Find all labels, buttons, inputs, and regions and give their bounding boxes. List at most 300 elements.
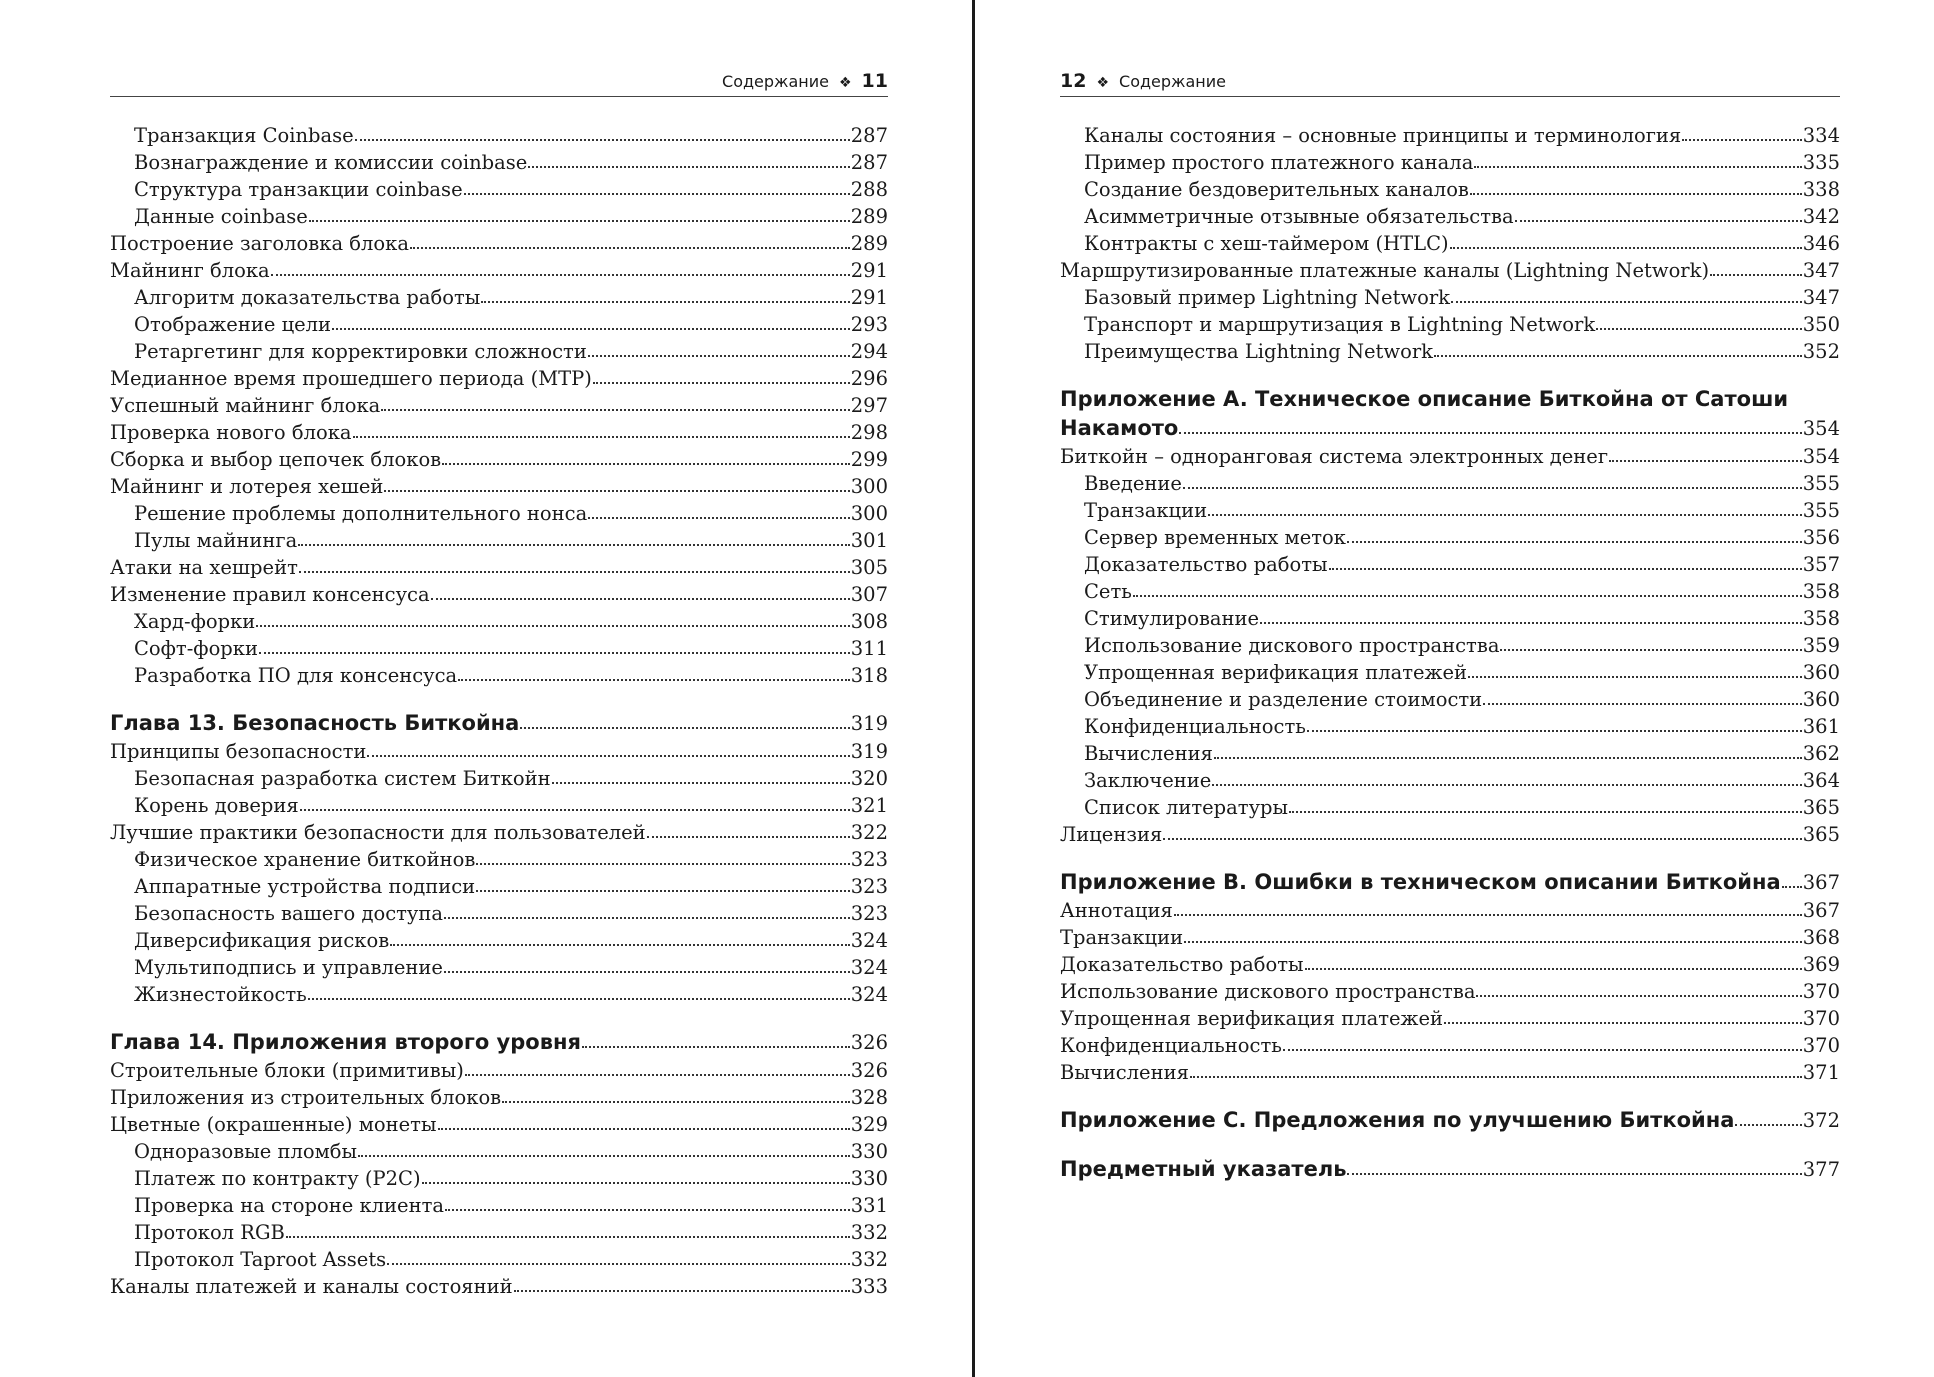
toc-entry-title: Транзакции [1084, 499, 1208, 522]
toc-entry-title: Лицензия [1060, 823, 1163, 846]
dot-leader [1682, 139, 1802, 141]
toc-entry-page: 352 [1802, 340, 1840, 363]
toc-entry-title: Диверсификация рисков [134, 929, 390, 952]
toc-entry-page: 287 [850, 124, 888, 147]
toc-entry-page: 323 [850, 875, 888, 898]
right-page-header [1060, 70, 1840, 97]
dot-leader [1163, 838, 1801, 840]
dot-leader [1347, 541, 1802, 543]
dot-leader [1483, 703, 1802, 705]
toc-entry-title: Упрощенная верификация платежей [1060, 1007, 1444, 1030]
dot-leader [308, 998, 850, 1000]
dot-leader [298, 544, 850, 546]
dot-leader [1329, 568, 1802, 570]
toc-entry-page: 321 [850, 794, 888, 817]
toc-entry[interactable] [110, 230, 888, 257]
toc-entry-page: 311 [850, 637, 888, 660]
toc-entry-page: 338 [1802, 178, 1840, 201]
dot-leader [1212, 784, 1801, 786]
header-section-title: Содержание [1119, 72, 1226, 91]
toc-entry[interactable] [1060, 176, 1840, 203]
dot-leader [259, 652, 850, 654]
toc-entry[interactable] [110, 473, 888, 500]
toc-entry[interactable] [1060, 794, 1840, 821]
toc-entry-page: 330 [850, 1167, 888, 1190]
toc-entry-title: Изменение правил консенсуса [110, 583, 430, 606]
toc-entry[interactable] [110, 1138, 888, 1165]
dot-leader [1444, 1022, 1802, 1024]
toc-entry-title: Стимулирование [1084, 607, 1260, 630]
toc-entry-page: 358 [1802, 580, 1840, 603]
toc-entry[interactable] [1060, 605, 1840, 632]
dot-leader [410, 247, 850, 249]
toc-entry-title: Вычисления [1084, 742, 1213, 765]
toc-entry[interactable] [1060, 740, 1840, 767]
dot-leader [300, 809, 850, 811]
toc-entry-title: Приложения из строительных блоков [110, 1086, 502, 1109]
toc-entry[interactable] [110, 149, 888, 176]
dot-leader [381, 409, 849, 411]
page-number: 12 [1060, 70, 1087, 92]
toc-entry[interactable] [110, 873, 888, 900]
toc-entry[interactable] [110, 203, 888, 230]
toc-entry-page: 359 [1802, 634, 1840, 657]
toc-entry-page: 360 [1802, 661, 1840, 684]
toc-entry[interactable] [1060, 497, 1840, 524]
toc-entry-title: Каналы платежей и каналы состояний [110, 1275, 513, 1298]
toc-entry-title: Доказательство работы [1060, 953, 1304, 976]
dot-leader [1468, 676, 1802, 678]
toc-entry[interactable] [1060, 414, 1840, 443]
toc-entry-page: 354 [1802, 445, 1840, 468]
toc-entry[interactable] [110, 176, 888, 203]
toc-entry-page: 288 [850, 178, 888, 201]
toc-entry-title: Конфиденциальность [1060, 1034, 1282, 1057]
dot-leader [1451, 301, 1802, 303]
toc-entry-title: Аппаратные устройства подписи [134, 875, 476, 898]
dot-leader [1174, 914, 1802, 916]
dot-leader [582, 1046, 850, 1048]
toc-entry[interactable] [110, 846, 888, 873]
toc-entry[interactable] [110, 338, 888, 365]
dot-leader [1434, 355, 1802, 357]
ornament-icon: ❖ [838, 75, 852, 91]
toc-entry[interactable] [1060, 311, 1840, 338]
toc-entry-title: Платеж по контракту (P2C) [134, 1167, 421, 1190]
toc-entry[interactable] [110, 608, 888, 635]
toc-entry[interactable] [110, 738, 888, 765]
dot-leader [353, 436, 850, 438]
dot-leader [593, 382, 850, 384]
dot-leader [1710, 274, 1802, 276]
toc-entry-title: Асимметричные отзывные обязательства [1084, 205, 1514, 228]
toc-entry[interactable] [110, 1192, 888, 1219]
toc-entry-title: Глава 13. Безопасность Биткойна [110, 711, 520, 735]
toc-entry[interactable] [1060, 659, 1840, 686]
toc-chapter-entry[interactable] [1060, 1154, 1840, 1184]
dot-leader [445, 1209, 850, 1211]
dot-leader [1179, 432, 1801, 434]
toc-chapter-entry[interactable] [1060, 867, 1840, 897]
toc-entry[interactable] [110, 1165, 888, 1192]
toc-entry[interactable] [1060, 284, 1840, 311]
toc-entry-title: Приложение C. Предложения по улучшению Биткойна [1060, 1108, 1735, 1132]
toc-entry[interactable] [1060, 551, 1840, 578]
toc-entry-title: Сборка и выбор цепочек блоков [110, 448, 442, 471]
toc-entry[interactable] [1060, 470, 1840, 497]
toc-entry-title: Преимущества Lightning Network [1084, 340, 1433, 363]
toc-entry-page: 361 [1802, 715, 1840, 738]
dot-leader [431, 598, 850, 600]
toc-entry[interactable] [1060, 1059, 1840, 1086]
toc-entry-page: 322 [850, 821, 888, 844]
toc-entry[interactable] [110, 900, 888, 927]
toc-entry-page: 326 [850, 1059, 888, 1082]
toc-entry[interactable] [1060, 767, 1840, 794]
table-of-contents-right [1060, 122, 1840, 1184]
toc-entry-title: Объединение и разделение стоимости [1084, 688, 1483, 711]
dot-leader [1470, 193, 1802, 195]
toc-entry-title: Софт-форки [134, 637, 258, 660]
toc-entry[interactable] [110, 765, 888, 792]
toc-entry-page: 301 [850, 529, 888, 552]
dot-leader [1515, 220, 1802, 222]
left-page-header [110, 70, 888, 97]
toc-entry-title: Вознаграждение и комиссии coinbase [134, 151, 528, 174]
toc-entry-page: 346 [1802, 232, 1840, 255]
dot-leader [465, 1074, 850, 1076]
dot-leader [1735, 1124, 1801, 1126]
toc-entry-title: Аннотация [1060, 899, 1173, 922]
toc-entry-title: Пример простого платежного канала [1084, 151, 1474, 174]
dot-leader [458, 679, 850, 681]
dot-leader [422, 1182, 850, 1184]
toc-entry[interactable] [110, 662, 888, 689]
dot-leader [444, 971, 850, 973]
toc-entry-title: Безопасность вашего доступа [134, 902, 444, 925]
toc-entry-page: 307 [850, 583, 888, 606]
dot-leader [286, 1236, 850, 1238]
toc-entry-title: Протокол Taproot Assets [134, 1248, 387, 1271]
toc-entry-title: Успешный майнинг блока [110, 394, 381, 417]
toc-entry-page: 342 [1802, 205, 1840, 228]
dot-leader [367, 755, 849, 757]
toc-entry[interactable] [110, 1246, 888, 1273]
toc-entry[interactable] [1060, 338, 1840, 365]
toc-entry-page: 355 [1802, 472, 1840, 495]
toc-entry-title: Базовый пример Lightning Network [1084, 286, 1450, 309]
toc-entry[interactable] [1060, 821, 1840, 848]
toc-entry[interactable] [1060, 149, 1840, 176]
dot-leader [1476, 995, 1801, 997]
toc-entry[interactable] [110, 284, 888, 311]
dot-leader [1474, 166, 1801, 168]
toc-entry-title: Отображение цели [134, 313, 332, 336]
toc-entry-page: 289 [850, 205, 888, 228]
toc-entry-page: 333 [850, 1275, 888, 1298]
dot-leader [1596, 328, 1802, 330]
toc-entry-title: Контракты с хеш-таймером (HTLC) [1084, 232, 1449, 255]
toc-entry-page: 372 [1802, 1109, 1840, 1132]
dot-leader [299, 571, 850, 573]
toc-entry-page: 323 [850, 902, 888, 925]
toc-entry[interactable] [110, 257, 888, 284]
toc-entry-page: 368 [1802, 926, 1840, 949]
toc-entry[interactable] [110, 581, 888, 608]
toc-entry[interactable] [1060, 713, 1840, 740]
toc-entry-title: Доказательство работы [1084, 553, 1328, 576]
toc-entry-page: 332 [850, 1221, 888, 1244]
toc-entry-page: 323 [850, 848, 888, 871]
toc-entry-title: Маршрутизированные платежные каналы (Lightning Network) [1060, 259, 1710, 282]
dot-leader [1208, 514, 1802, 516]
toc-entry-page: 354 [1802, 417, 1840, 440]
toc-entry-title: Упрощенная верификация платежей [1084, 661, 1468, 684]
toc-entry-title: Данные coinbase [134, 205, 308, 228]
dot-leader [1283, 1049, 1802, 1051]
dot-leader [588, 355, 850, 357]
toc-entry-page: 332 [850, 1248, 888, 1271]
toc-entry[interactable] [110, 1273, 888, 1300]
toc-entry-title: Принципы безопасности [110, 740, 367, 763]
toc-entry-page: 370 [1802, 980, 1840, 1003]
toc-entry-title: Безопасная разработка систем Биткойн [134, 767, 551, 790]
dot-leader [588, 517, 850, 519]
toc-entry-page: 300 [850, 502, 888, 525]
ornament-icon: ❖ [1096, 75, 1110, 91]
toc-entry-title: Майнинг блока [110, 259, 270, 282]
toc-entry-page: 331 [850, 1194, 888, 1217]
toc-entry-page: 289 [850, 232, 888, 255]
left-page [110, 0, 888, 1377]
dot-leader [1500, 649, 1801, 651]
dot-leader [1214, 757, 1802, 759]
toc-entry[interactable] [1060, 978, 1840, 1005]
dot-leader [647, 836, 850, 838]
toc-entry-page: 329 [850, 1113, 888, 1136]
toc-entry-title: Построение заголовка блока [110, 232, 409, 255]
toc-chapter-entry[interactable] [1060, 1105, 1840, 1135]
dot-leader [502, 1101, 850, 1103]
toc-chapter-entry[interactable] [1060, 384, 1840, 443]
toc-entry-title: Корень доверия [134, 794, 299, 817]
toc-entry[interactable] [110, 1084, 888, 1111]
toc-entry-page: 297 [850, 394, 888, 417]
toc-entry[interactable] [1060, 1005, 1840, 1032]
dot-leader [1133, 595, 1802, 597]
toc-entry[interactable] [1060, 578, 1840, 605]
toc-entry-page: 355 [1802, 499, 1840, 522]
toc-entry[interactable] [110, 500, 888, 527]
toc-entry[interactable] [110, 311, 888, 338]
toc-entry-page: 294 [850, 340, 888, 363]
toc-entry-page: 296 [850, 367, 888, 390]
dot-leader [358, 1155, 850, 1157]
dot-leader [528, 166, 849, 168]
toc-entry-page: 357 [1802, 553, 1840, 576]
dot-leader [481, 301, 849, 303]
toc-entry-title: Майнинг и лотерея хешей [110, 475, 384, 498]
toc-entry[interactable] [1060, 443, 1840, 470]
toc-entry[interactable] [1060, 524, 1840, 551]
toc-entry-page: 324 [850, 929, 888, 952]
toc-entry-title: Каналы состояния – основные принципы и терминология [1084, 124, 1682, 147]
toc-entry-title: Глава 14. Приложения второго уровня [110, 1030, 581, 1054]
header-section-title: Содержание [722, 72, 829, 91]
toc-entry-title: Одноразовые пломбы [134, 1140, 358, 1163]
toc-entry-page: 371 [1802, 1061, 1840, 1084]
dot-leader [271, 274, 850, 276]
dot-leader [309, 220, 850, 222]
dot-leader [1305, 968, 1802, 970]
dot-leader [390, 944, 850, 946]
dot-leader [387, 1263, 850, 1265]
toc-entry-page: 291 [850, 259, 888, 282]
dot-leader [1184, 941, 1802, 943]
toc-entry[interactable] [110, 635, 888, 662]
toc-entry-title: Предметный указатель [1060, 1157, 1347, 1181]
toc-entry-title: Список литературы [1084, 796, 1289, 819]
toc-entry[interactable] [110, 392, 888, 419]
toc-entry-title: Создание бездоверительных каналов [1084, 178, 1469, 201]
toc-entry[interactable] [110, 122, 888, 149]
toc-entry-title: Транзакции [1060, 926, 1184, 949]
dot-leader [1347, 1173, 1801, 1175]
dot-leader [476, 863, 849, 865]
toc-entry-title: Решение проблемы дополнительного нонса [134, 502, 588, 525]
toc-entry-title: Использование дискового пространства [1060, 980, 1476, 1003]
dot-leader [1782, 886, 1802, 888]
toc-entry[interactable] [110, 527, 888, 554]
dot-leader [256, 625, 850, 627]
toc-entry-title: Конфиденциальность [1084, 715, 1306, 738]
dot-leader [332, 328, 850, 330]
toc-entry-title: Проверка на стороне клиента [134, 1194, 444, 1217]
dot-leader [514, 1290, 850, 1292]
toc-entry-title: Приложение A. Техническое описание Биткойна от Сатоши [1060, 387, 1789, 411]
toc-entry-page: 362 [1802, 742, 1840, 765]
toc-entry[interactable] [1060, 632, 1840, 659]
toc-entry-page: 365 [1802, 823, 1840, 846]
toc-entry-title: Структура транзакции coinbase [134, 178, 463, 201]
dot-leader [1260, 622, 1802, 624]
toc-entry-page: 319 [850, 712, 888, 735]
toc-entry-page: 360 [1802, 688, 1840, 711]
toc-entry-title: Биткойн – одноранговая система электронных денег [1060, 445, 1609, 468]
book-spine [972, 0, 975, 1377]
toc-entry-page: 358 [1802, 607, 1840, 630]
toc-entry-title: Транзакция Coinbase [134, 124, 354, 147]
toc-entry-title: Вычисления [1060, 1061, 1189, 1084]
toc-entry[interactable] [1060, 1032, 1840, 1059]
toc-entry-page: 369 [1802, 953, 1840, 976]
toc-entry[interactable] [110, 446, 888, 473]
toc-entry-title: Заключение [1084, 769, 1212, 792]
dot-leader [442, 463, 850, 465]
dot-leader [1450, 247, 1802, 249]
toc-entry-title: Использование дискового пространства [1084, 634, 1500, 657]
toc-entry[interactable] [1060, 230, 1840, 257]
toc-entry-title: Цветные (окрашенные) монеты [110, 1113, 437, 1136]
toc-entry[interactable] [110, 554, 888, 581]
toc-entry[interactable] [110, 927, 888, 954]
toc-entry[interactable] [110, 981, 888, 1008]
toc-entry-title: Атаки на хешрейт [110, 556, 298, 579]
toc-entry-title: Протокол RGB [134, 1221, 285, 1244]
toc-entry-page: 300 [850, 475, 888, 498]
toc-entry[interactable] [110, 1111, 888, 1138]
toc-entry-title: Алгоритм доказательства работы [134, 286, 481, 309]
toc-entry[interactable] [1060, 203, 1840, 230]
toc-entry-page: 324 [850, 956, 888, 979]
toc-entry-title: Приложение B. Ошибки в техническом описании Биткойна [1060, 870, 1781, 894]
toc-entry-page: 356 [1802, 526, 1840, 549]
toc-entry[interactable] [110, 365, 888, 392]
dot-leader [464, 193, 850, 195]
toc-entry[interactable] [110, 819, 888, 846]
toc-entry-page: 330 [850, 1140, 888, 1163]
toc-entry-page: 291 [850, 286, 888, 309]
toc-entry-page: 367 [1802, 871, 1840, 894]
dot-leader [1289, 811, 1802, 813]
table-of-contents-left [110, 122, 888, 1300]
toc-entry-page: 326 [850, 1031, 888, 1054]
dot-leader [1183, 487, 1802, 489]
toc-entry-page: 287 [850, 151, 888, 174]
toc-entry[interactable] [1060, 686, 1840, 713]
toc-entry-title: Строительные блоки (примитивы) [110, 1059, 464, 1082]
toc-entry-title: Мультиподпись и управление [134, 956, 443, 979]
toc-entry-title: Медианное время прошедшего периода (MTP) [110, 367, 592, 390]
toc-entry-title: Ретаргетинг для корректировки сложности [134, 340, 587, 363]
toc-entry-page: 335 [1802, 151, 1840, 174]
toc-entry-page: 318 [850, 664, 888, 687]
toc-entry-page: 308 [850, 610, 888, 633]
toc-entry-page: 364 [1802, 769, 1840, 792]
toc-entry[interactable] [1060, 897, 1840, 924]
toc-chapter-entry[interactable] [110, 1027, 888, 1057]
toc-entry[interactable] [1060, 924, 1840, 951]
toc-entry-page: 370 [1802, 1007, 1840, 1030]
toc-entry[interactable] [1060, 122, 1840, 149]
toc-entry-title: Сервер временных меток [1084, 526, 1346, 549]
toc-entry-page: 347 [1802, 259, 1840, 282]
toc-entry-page: 320 [850, 767, 888, 790]
toc-entry[interactable] [110, 954, 888, 981]
toc-entry-page: 370 [1802, 1034, 1840, 1057]
toc-entry-page: 350 [1802, 313, 1840, 336]
toc-entry[interactable] [110, 792, 888, 819]
toc-entry-title: Транспорт и маршрутизация в Lightning Network [1084, 313, 1596, 336]
toc-entry-page: 334 [1802, 124, 1840, 147]
dot-leader [384, 490, 849, 492]
toc-entry[interactable] [110, 419, 888, 446]
toc-entry-title: Физическое хранение биткойнов [134, 848, 476, 871]
toc-entry-title: Пулы майнинга [134, 529, 298, 552]
toc-entry-page: 305 [850, 556, 888, 579]
toc-entry-page: 319 [850, 740, 888, 763]
toc-entry[interactable] [110, 1219, 888, 1246]
toc-entry[interactable] [110, 1057, 888, 1084]
toc-entry-page: 365 [1802, 796, 1840, 819]
toc-entry[interactable] [1060, 951, 1840, 978]
toc-chapter-entry[interactable] [110, 708, 888, 738]
dot-leader [1190, 1076, 1802, 1078]
toc-entry[interactable] [1060, 257, 1840, 284]
toc-entry-page: 298 [850, 421, 888, 444]
dot-leader [444, 917, 850, 919]
dot-leader [1307, 730, 1802, 732]
